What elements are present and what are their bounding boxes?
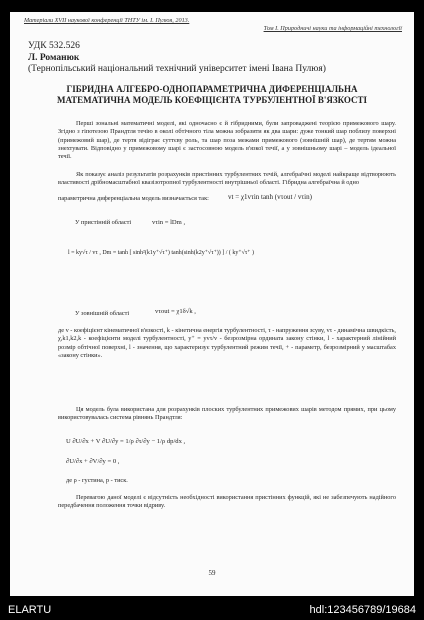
formula-inner-1: vτin = lDm , <box>152 219 186 226</box>
paragraph-definitions: де v - коефіцієнт кінематичної в'язкості, k - кінетична енергія турбулентності, τ - напруження зсуву, vτ - динамічна швидкість, χ,k1,k2,k - коефіцієнти моделі турбулентності, y⁺ = yvτ/v - безрозмірна ордината закону стінки, l - характерний лінійний розмір обтічної поверхні, l - значення, що характеризує турбулентний режим течії, + - параметр, безрозмірний у масштабах «закону стінки». <box>58 327 396 359</box>
paragraph-outer-region: У зовнішній області <box>75 310 130 317</box>
handle-link[interactable]: hdl:123456789/19684 <box>309 604 416 616</box>
paragraph-intro: Перші зональні математичні моделі, які одночасно є й гібридними, були запроваджені теорією примежового шару. Згідно з гіпотезою Прандтля течію в околі обтічного тіла можна зобразити як два шари: дуже тонкий шар поблизу поверхні (примежовий шар), де тертя відіграє суттєву роль, та шар поза межами примежового (зовнішній шар), де тертям можна знехтувати. Відповідно у примежовому шарі є застосовною модель в'язкої течії, а у зовнішньому шарі – модель ідеальної течії. <box>58 120 396 161</box>
author-affiliation: (Тернопільський національний технічний університет імені Івана Пулюя) <box>28 64 326 74</box>
formula-inner-2: l = ky√τ / vτ , Dm = tanh [ sinh²(k1y⁺√τ⁺) tanh(sinh(k2y⁺√τ⁺)) ] / ( ky⁺√τ⁺ ) <box>68 250 254 256</box>
formula-outer: vτout = χ1δ√k , <box>155 308 196 315</box>
repository-footer <box>0 600 424 620</box>
volume-header: Том І. Природничі науки та інформаційні технології <box>263 25 402 32</box>
formula-prandtl-continuity: ∂U/∂x + ∂V/∂y = 0 , <box>66 458 120 465</box>
page-number: 59 <box>208 569 216 577</box>
conference-header: Матеріали XVІІ наукової конференції ТНТУ ім. І. Пулюя, 2013. <box>24 17 190 24</box>
paragraph-analysis: Як показує аналіз результатів розрахунків пристінних турбулентних течій, алгебраїчні моделі найкраще відтворюють властивості дрібномасштабної квазізотропної турбулентності внутрішньої області. Гібридна алгебраїчна й одно <box>58 171 396 187</box>
paragraph-density: де ρ - густина, p - тиск. <box>66 477 128 484</box>
author-name: Л. Романюк <box>28 53 80 63</box>
paper-page <box>10 12 414 596</box>
paragraph-inner-region: У пристінній області <box>75 219 132 226</box>
paper-title: ГІБРИДНА АЛГЕБРО-ОДНОПАРАМЕТРИЧНА ДИФЕРЕНЦІАЛЬНА МАТЕМАТИЧНА МОДЕЛЬ КОЕФІЦІЄНТА ТУРБУЛЕНТНОЇ В'ЯЗКОСТІ <box>56 84 368 105</box>
formula-prandtl-momentum: U ∂U/∂x + V ∂U/∂y = 1/ρ ∂τ/∂y − 1/ρ dp/dx , <box>66 438 186 445</box>
paragraph-prandtl: Ця модель була використана для розрахунків плоских турбулентних примежових шарів методом прямих, при цьому використовувалась система рівнянь Прандтля: <box>58 406 396 422</box>
udk-code: УДК 532.526 <box>28 41 80 51</box>
paragraph-conclusion: Перевагою даної моделі є відсутність необхідності використання пристінних функцій, які не забезпечують надійного передбачення положення точки відриву. <box>58 494 396 510</box>
repository-name[interactable]: ELARTU <box>8 604 52 616</box>
formula-main: vt = χ1vτin tanh (vτout / vτin) <box>228 193 312 201</box>
paragraph-model-def: параметрична диференціальна модель визначається так: <box>58 195 209 202</box>
